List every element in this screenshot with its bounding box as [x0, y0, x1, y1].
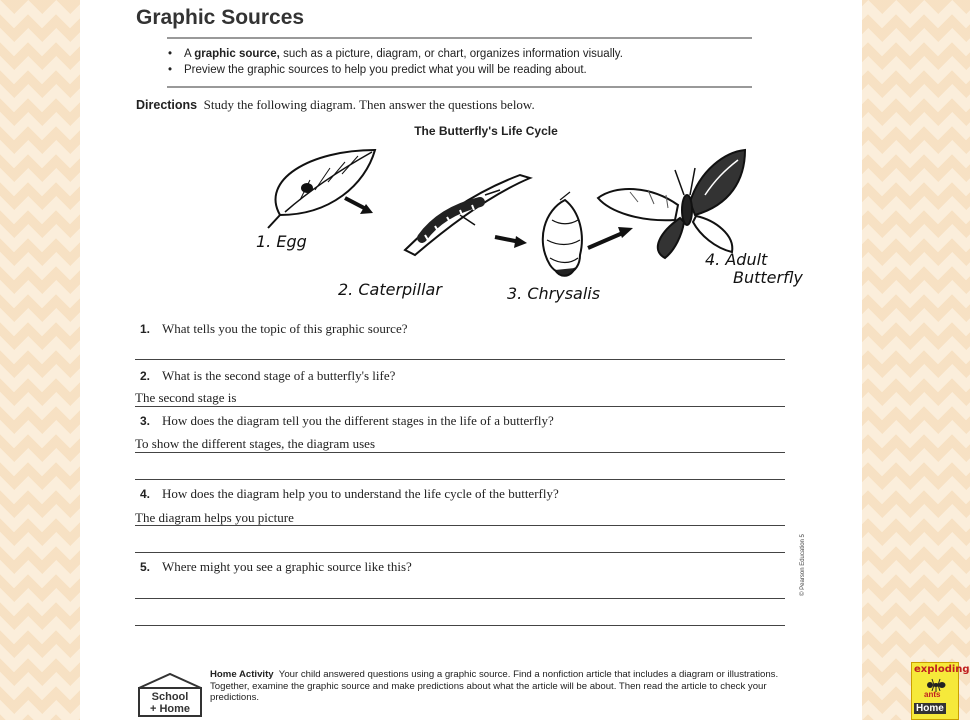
copyright-notice: © Pearson Education 5 [800, 534, 806, 596]
directions-text: Study the following diagram. Then answer the questions below. [203, 97, 535, 112]
ants-logo-line3: Home [916, 703, 944, 714]
answer-starter-2: The second stage is [135, 390, 237, 405]
answer-line[interactable] [135, 525, 785, 526]
leaf-egg-illustration [268, 150, 375, 228]
answer-starter-3: To show the different stages, the diagram uses [135, 436, 376, 451]
butterfly-illustration [598, 150, 745, 258]
label-butterfly: Butterfly [733, 268, 803, 287]
label-caterpillar: 2. Caterpillar [338, 280, 442, 299]
question-4: 4. How does the diagram help you to understand the life cycle of the butterfly? [140, 486, 559, 501]
home-activity-text: Your child answered questions using a graphic source. Find a nonfiction article that includes a diagram or illustrations. Together, examine the graphic source and make predictions about what the article will be about. Then read the article to check your predictions. [210, 669, 779, 703]
school-home-logo [135, 672, 205, 718]
answer-line[interactable] [135, 359, 785, 360]
answer-line[interactable] [135, 552, 785, 553]
page-title: Graphic Sources [136, 6, 305, 29]
caterpillar-illustration [405, 175, 530, 255]
label-adult: 4. Adult [705, 250, 768, 269]
bottom-rule [167, 86, 752, 88]
home-activity [210, 669, 810, 704]
ants-logo-line1: exploding [914, 664, 970, 675]
directions-label: Directions [136, 98, 198, 112]
answer-line[interactable] [135, 406, 785, 407]
exploding-ants-logo [911, 662, 970, 720]
ants-logo-line2: ants [924, 690, 941, 699]
top-rule [167, 37, 752, 39]
question-3: 3. How does the diagram tell you the different stages in the life of a butterfly? [140, 413, 554, 428]
arrow-3 [588, 232, 625, 248]
chrysalis-illustration [543, 192, 582, 276]
answer-line[interactable] [135, 452, 785, 453]
answer-starter-4: The diagram helps you picture [135, 510, 294, 525]
worksheet-page [80, 0, 862, 720]
bullet-item: • Preview the graphic sources to help you predict what you will be reading about. [168, 64, 587, 76]
label-chrysalis: 3. Chrysalis [507, 284, 601, 303]
answer-line[interactable] [135, 598, 785, 599]
answer-line[interactable] [135, 625, 785, 626]
school-home-logo-line1: School [151, 691, 189, 703]
home-activity-label: Home Activity [210, 669, 274, 680]
label-egg: 1. Egg [256, 232, 307, 251]
butterfly-life-cycle-diagram [160, 140, 803, 310]
school-home-logo-line2: + Home [149, 703, 191, 715]
question-5: 5. Where might you see a graphic source like this? [140, 559, 412, 574]
answer-line[interactable] [135, 479, 785, 480]
diagram-title: The Butterfly's Life Cycle [414, 124, 558, 138]
question-1: 1. What tells you the topic of this graphic source? [140, 321, 408, 336]
question-2: 2. What is the second stage of a butterfly's life? [140, 368, 396, 383]
directions [136, 97, 535, 113]
intro-bullets [168, 46, 623, 78]
bullet-item: • A graphic source, such as a picture, diagram, or chart, organizes information visually. [168, 48, 623, 60]
